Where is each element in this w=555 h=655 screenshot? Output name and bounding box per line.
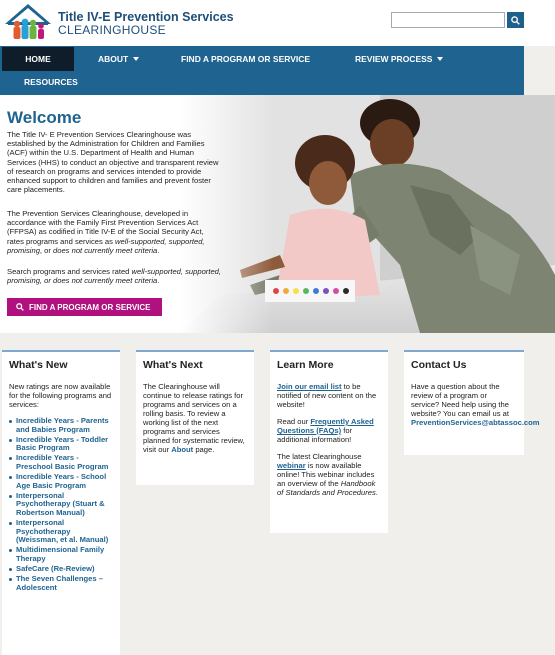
search-input[interactable]: [391, 12, 505, 28]
hero-p2-criteria: does not currently meet criteria: [53, 245, 158, 255]
whats-new-card: [2, 350, 120, 655]
learn-more-p3-c: .: [375, 488, 378, 497]
nav-about-label: ABOUT: [98, 54, 129, 64]
chevron-down-icon: [437, 57, 443, 61]
nav-find-label: FIND A PROGRAM OR SERVICE: [181, 54, 311, 64]
list-item[interactable]: Incredible Years - Toddler Basic Program: [9, 436, 113, 453]
email-list-link[interactable]: Join our email list: [277, 382, 342, 391]
whats-next-card: [136, 350, 254, 485]
main-nav: [0, 46, 524, 95]
list-item[interactable]: SafeCare (Re-Review): [9, 565, 113, 574]
whats-next-text-b: page.: [193, 445, 215, 454]
hero-photo: [180, 95, 555, 333]
whats-new-intro: New ratings are now available for the following programs and services:: [9, 382, 112, 409]
learn-more-p3-b: is now available online! This webinar includes an overview of the: [277, 461, 375, 488]
hero-p2-text-e: .: [157, 245, 160, 255]
learn-more-p3-a: The latest Clearinghouse: [277, 452, 362, 461]
hero-p3-text-a: Search programs and services rated: [7, 267, 132, 276]
search-button[interactable]: [507, 12, 524, 28]
clearinghouse-logo-icon[interactable]: [3, 2, 53, 40]
faq-link[interactable]: Frequently Asked Questions (FAQs): [277, 417, 374, 435]
list-item[interactable]: The Seven Challenges – Adolescent: [9, 575, 113, 592]
about-page-link[interactable]: About: [171, 445, 194, 454]
nav-find-program[interactable]: [181, 47, 310, 71]
list-item[interactable]: Incredible Years - Parents and Babies Program: [9, 417, 113, 434]
nav-review-label: REVIEW PROCESS: [355, 54, 433, 64]
learn-more-faq-paragraph: [277, 417, 381, 444]
contact-card: [404, 350, 540, 455]
site-header: [0, 0, 555, 46]
list-item[interactable]: Incredible Years - Preschool Basic Program: [9, 454, 113, 471]
handbook-title: Handbook of Standards and Procedures: [277, 479, 376, 497]
search-icon: [16, 303, 24, 311]
learn-more-heading: Learn More: [277, 359, 334, 371]
find-program-button-label: FIND A PROGRAM OR SERVICE: [29, 302, 151, 312]
hero-p2-text-c: , or: [39, 245, 54, 255]
list-item[interactable]: Incredible Years - School Age Basic Program: [9, 473, 113, 490]
nav-resources-label: RESOURCES: [24, 77, 78, 87]
site-subtitle[interactable]: CLEARINGHOUSE: [58, 23, 166, 37]
whats-new-list: [9, 417, 113, 592]
learn-more-p2-a: Read our: [277, 417, 311, 426]
hero-p2-text-a: The Prevention Services Clearinghouse, developed in accordance with the Family First Prevention Services Act (FFPSA) as codified in Title IV-E of the Social Security Act, rates programs and services as: [7, 209, 204, 246]
whats-next-text: [143, 382, 247, 454]
welcome-heading: Welcome: [7, 108, 82, 127]
webinar-link[interactable]: webinar: [277, 461, 306, 470]
learn-more-p1-text: to be notified of new content on the website!: [277, 382, 377, 409]
contact-email-link[interactable]: PreventionServices@abtassoc.com: [411, 418, 540, 427]
hero-p3-text-c: .: [157, 276, 160, 286]
chevron-down-icon: [133, 57, 139, 61]
nav-home-label: HOME: [25, 54, 51, 64]
list-item[interactable]: Interpersonal Psychotherapy (Stuart & Robertson Manual): [9, 492, 113, 518]
nav-review-process[interactable]: [355, 47, 443, 71]
find-program-button[interactable]: [7, 298, 162, 316]
hero-paragraph-2: [7, 209, 222, 255]
hero-paragraph-1: The Title IV- E Prevention Services Clearinghouse was established by the Administration for Children and Families (ACF) within the U.S. Department of Health and Human Services (HHS) to conduct an objective and transparent review of research on programs and services intended to provide enhanced support to children and families and prevent foster care placements.: [7, 130, 219, 195]
site-title[interactable]: Title IV-E Prevention Services: [58, 10, 234, 24]
search-icon: [511, 16, 520, 25]
contact-description: Have a question about the review of a program or service? Need help using the website? You can email us at: [411, 382, 509, 418]
learn-more-card: [270, 350, 388, 533]
learn-more-p2-b: for additional information!: [277, 426, 353, 444]
whats-new-heading: What's New: [9, 359, 68, 371]
contact-heading: Contact Us: [411, 359, 467, 371]
hero-paragraph-3: [7, 267, 222, 285]
learn-more-email-paragraph: [277, 382, 381, 409]
list-item[interactable]: Multidimensional Family Therapy: [9, 546, 113, 563]
nav-about[interactable]: [98, 47, 139, 71]
list-item[interactable]: Interpersonal Psychotherapy (Weissman, et al. Manual): [9, 519, 113, 545]
learn-more-webinar-paragraph: [277, 452, 381, 497]
hero-p2-ratings: well-supported, supported, promising: [7, 236, 205, 255]
nav-home[interactable]: [2, 47, 74, 71]
whats-next-text-a: The Clearinghouse will continue to release ratings for programs and services on a rolling basis. To review a working list of the next programs and services planned for systematic review, visit our: [143, 382, 245, 454]
nav-resources[interactable]: [24, 70, 78, 94]
hero-p3-ratings: well-supported, supported, promising, or does not currently meet criteria: [7, 267, 222, 286]
contact-text: [411, 382, 540, 427]
whats-next-heading: What's Next: [143, 359, 203, 371]
